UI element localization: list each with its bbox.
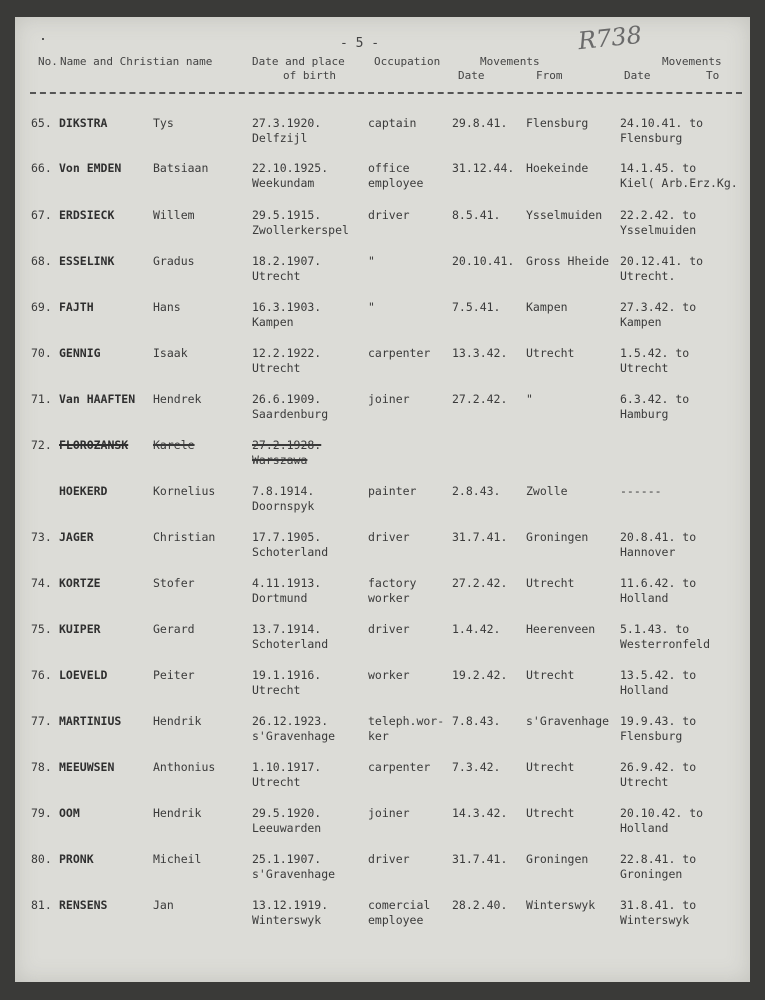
arrival-date: 2.8.43. [452,484,501,498]
departure-to: Ysselmuiden [620,223,697,237]
arrival-from: Utrecht [526,806,575,820]
header-to: To [706,69,720,82]
birth-place: Zwollerkerspel [252,223,349,237]
table-row [0,668,765,714]
birth-date: 18.2.1907. [252,254,322,268]
surname: GENNIG [59,346,101,360]
table-row [0,161,765,207]
row-number: 79. [31,806,52,820]
occupation: driver [368,622,410,636]
table-row [0,806,765,852]
row-number: 73. [31,530,52,544]
header-dob: Date and place [252,55,345,68]
arrival-from: Utrecht [526,346,575,360]
departure-date: 27.3.42. to [620,300,697,314]
surname: PRONK [59,852,94,866]
departure-date: 26.9.42. to [620,760,697,774]
birth-place: Utrecht [252,683,301,697]
occupation: factory [368,576,417,590]
birth-date: 29.5.1915. [252,208,322,222]
birth-place: s'Gravenhage [252,867,336,881]
row-number: 75. [31,622,52,636]
departure-date: 13.5.42. to [620,668,697,682]
table-row [0,530,765,576]
birth-date: 27.3.1920. [252,116,322,130]
christian-name: Christian [153,530,216,544]
departure-date: 14.1.45. to [620,161,697,175]
surname: MARTINIUS [59,714,122,728]
arrival-from: " [526,392,533,406]
arrival-from: Gross Hheide [526,254,610,268]
row-number: 72. [31,438,52,452]
surname: Van HAAFTEN [59,392,136,406]
surname: DIKSTRA [59,116,108,130]
header-occupation: Occupation [374,55,441,68]
departure-date: ------ [620,484,662,498]
occupation: worker [368,668,410,682]
arrival-date: 7.8.43. [452,714,501,728]
birth-date: 4.11.1913. [252,576,322,590]
occupation: office [368,161,410,175]
arrival-date: 31.12.44. [452,161,515,175]
surname: MEEUWSEN [59,760,115,774]
arrival-from: Utrecht [526,668,575,682]
departure-to: Flensburg [620,131,683,145]
occupation: driver [368,852,410,866]
christian-name: Anthonius [153,760,216,774]
surname: RENSENS [59,898,108,912]
birth-place: Schoterland [252,637,329,651]
christian-name: Peiter [153,668,195,682]
table-row [0,714,765,760]
header-no: No. [38,55,58,68]
departure-to: Kiel( Arb.Erz.Kg. [620,176,738,190]
birth-date: 22.10.1925. [252,161,329,175]
row-number: 78. [31,760,52,774]
birth-date: 26.12.1923. [252,714,329,728]
departure-date: 20.8.41. to [620,530,697,544]
table-row [0,760,765,806]
birth-date: 1.10.1917. [252,760,322,774]
arrival-from: Hoekeinde [526,161,589,175]
departure-to: Holland [620,821,669,835]
surname: FLOROZANSK [59,438,129,452]
occupation: comercial [368,898,431,912]
christian-name: Stofer [153,576,195,590]
surname: ESSELINK [59,254,115,268]
row-number: 71. [31,392,52,406]
arrival-date: 1.4.42. [452,622,501,636]
birth-place: Warszawa [252,453,308,467]
table-row [0,438,765,484]
row-number: 76. [31,668,52,682]
birth-place: Delfzijl [252,131,308,145]
header-movements-out: Movements [662,55,722,68]
christian-name: Hendrek [153,392,202,406]
row-number: 67. [31,208,52,222]
surname: KORTZE [59,576,101,590]
occupation: teleph.wor- [368,714,445,728]
ink-dot [42,38,44,40]
birth-place: Utrecht [252,269,301,283]
birth-date: 12.2.1922. [252,346,322,360]
arrival-from: s'Gravenhage [526,714,610,728]
arrival-from: Zwolle [526,484,568,498]
surname: LOEVELD [59,668,108,682]
departure-to: Flensburg [620,729,683,743]
arrival-date: 28.2.40. [452,898,508,912]
table-row [0,346,765,392]
row-number: 66. [31,161,52,175]
departure-to: Kampen [620,315,662,329]
table-row [0,852,765,898]
table-row [0,392,765,438]
surname: OOM [59,806,80,820]
arrival-date: 8.5.41. [452,208,501,222]
birth-date: 19.1.1916. [252,668,322,682]
birth-date: 26.6.1909. [252,392,322,406]
arrival-date: 7.3.42. [452,760,501,774]
surname: JAGER [59,530,94,544]
occupation: joiner [368,806,410,820]
birth-date: 29.5.1920. [252,806,322,820]
row-number: 70. [31,346,52,360]
table-row [0,484,765,530]
header-dob-line2: of birth [283,69,336,82]
table-row [0,208,765,254]
departure-date: 6.3.42. to [620,392,690,406]
arrival-date: 27.2.42. [452,576,508,590]
arrival-date: 27.2.42. [452,392,508,406]
arrival-from: Kampen [526,300,568,314]
birth-place: Dortmund [252,591,308,605]
header-from: From [536,69,563,82]
departure-to: Utrecht. [620,269,676,283]
departure-date: 31.8.41. to [620,898,697,912]
occupation: driver [368,530,410,544]
departure-to: Utrecht [620,775,669,789]
row-number: 81. [31,898,52,912]
arrival-date: 31.7.41. [452,852,508,866]
departure-date: 20.12.41. to [620,254,704,268]
arrival-from: Heerenveen [526,622,596,636]
row-number: 65. [31,116,52,130]
surname: Von EMDEN [59,161,122,175]
row-number: 80. [31,852,52,866]
departure-date: 5.1.43. to [620,622,690,636]
header-movements-in: Movements [480,55,540,68]
birth-place: Schoterland [252,545,329,559]
handwritten-reference: R738 [576,20,644,56]
christian-name: Willem [153,208,195,222]
birth-date: 25.1.1907. [252,852,322,866]
page-number: - 5 - [340,36,380,51]
birth-place: Doornspyk [252,499,315,513]
christian-name: Hans [153,300,181,314]
birth-place: Kampen [252,315,294,329]
christian-name: Jan [153,898,174,912]
birth-date: 13.7.1914. [252,622,322,636]
arrival-from: Groningen [526,530,589,544]
arrival-date: 20.10.41. [452,254,515,268]
birth-place: Winterswyk [252,913,322,927]
birth-place: Utrecht [252,361,301,375]
surname: FAJTH [59,300,94,314]
christian-name: Kornelius [153,484,216,498]
birth-place: s'Gravenhage [252,729,336,743]
table-row [0,116,765,162]
arrival-date: 13.3.42. [452,346,508,360]
header-date-out: Date [624,69,651,82]
occupation: " [368,300,375,314]
occupation: joiner [368,392,410,406]
occupation-line2: employee [368,913,424,927]
birth-place: Utrecht [252,775,301,789]
arrival-date: 7.5.41. [452,300,501,314]
birth-place: Weekundam [252,176,315,190]
departure-date: 20.10.42. to [620,806,704,820]
arrival-date: 19.2.42. [452,668,508,682]
arrival-from: Flensburg [526,116,589,130]
christian-name: Batsiaan [153,161,209,175]
departure-date: 1.5.42. to [620,346,690,360]
christian-name: Tys [153,116,174,130]
christian-name: Hendrik [153,806,202,820]
departure-date: 22.8.41. to [620,852,697,866]
surname: HOEKERD [59,484,108,498]
christian-name: Karele [153,438,195,452]
table-row [0,622,765,668]
arrival-from: Groningen [526,852,589,866]
christian-name: Gradus [153,254,195,268]
departure-to: Groningen [620,867,683,881]
birth-place: Leeuwarden [252,821,322,835]
header-name: Name and Christian name [60,55,213,68]
departure-date: 22.2.42. to [620,208,697,222]
table-row [0,254,765,300]
arrival-date: 31.7.41. [452,530,508,544]
header-divider [30,92,742,94]
table-row [0,300,765,346]
departure-to: Utrecht [620,361,669,375]
arrival-from: Ysselmuiden [526,208,603,222]
christian-name: Hendrik [153,714,202,728]
surname: KUIPER [59,622,101,636]
header-date-in: Date [458,69,485,82]
occupation: painter [368,484,417,498]
departure-date: 24.10.41. to [620,116,704,130]
departure-to: Hamburg [620,407,669,421]
departure-to: Winterswyk [620,913,690,927]
occupation: carpenter [368,760,431,774]
table-row [0,576,765,622]
departure-date: 19.9.43. to [620,714,697,728]
birth-date: 17.7.1905. [252,530,322,544]
birth-date: 27.2.1928. [252,438,322,452]
arrival-from: Utrecht [526,760,575,774]
birth-place: Saardenburg [252,407,329,421]
departure-date: 11.6.42. to [620,576,697,590]
departure-to: Westerronfeld [620,637,711,651]
occupation: " [368,254,375,268]
occupation-line2: worker [368,591,410,605]
surname: ERDSIECK [59,208,115,222]
row-number: 77. [31,714,52,728]
christian-name: Gerard [153,622,195,636]
row-number: 74. [31,576,52,590]
occupation: driver [368,208,410,222]
arrival-date: 14.3.42. [452,806,508,820]
arrival-from: Winterswyk [526,898,596,912]
arrival-from: Utrecht [526,576,575,590]
birth-date: 7.8.1914. [252,484,315,498]
row-number: 69. [31,300,52,314]
arrival-date: 29.8.41. [452,116,508,130]
row-number: 68. [31,254,52,268]
birth-date: 16.3.1903. [252,300,322,314]
christian-name: Micheil [153,852,202,866]
birth-date: 13.12.1919. [252,898,329,912]
christian-name: Isaak [153,346,188,360]
occupation-line2: ker [368,729,389,743]
departure-to: Hannover [620,545,676,559]
occupation-line2: employee [368,176,424,190]
table-row [0,898,765,944]
occupation: captain [368,116,417,130]
departure-to: Holland [620,683,669,697]
departure-to: Holland [620,591,669,605]
occupation: carpenter [368,346,431,360]
